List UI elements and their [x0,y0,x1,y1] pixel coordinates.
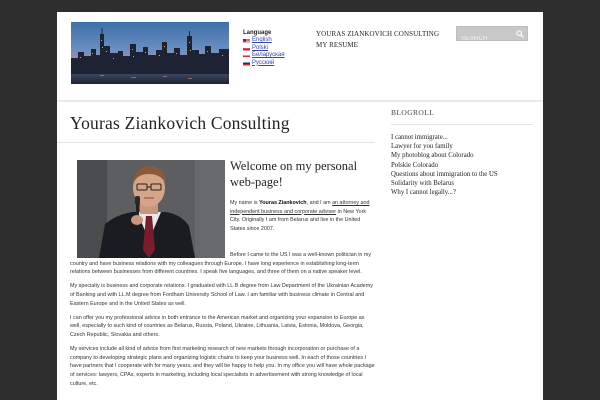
title-divider [57,142,375,143]
language-option-russian[interactable] [243,60,307,67]
welcome-heading: Welcome on my personal web-page! [230,159,358,189]
language-option-english[interactable] [243,37,307,44]
us-flag-icon [243,39,250,44]
language-label: Русский [252,59,275,66]
blogroll-link[interactable]: My photoblog about Colorado [391,152,474,160]
intro-text: in New York City. Originally I am from Belarus and live in the United States since 2007. [230,208,367,232]
paragraph-before-us: Before I came to the US I was a well-known politician in my country and have business relations with my colleagues through Europe. I have long experience in establishing long-term relations between businesses from different countries. I speak five languages, and three of them on a native speaker level. [70,252,372,276]
blogroll-divider [391,124,533,125]
language-option-belarusian[interactable] [243,52,307,59]
header-divider [57,100,543,102]
language-label: Polski [252,44,269,51]
city-skyline-image [71,22,229,84]
paragraph-advice: I can offer you my professional advice in both entrance to the American market and organizing your expansion to Europe as well, especially to such kind of countries as Belarus, Russia, Poland, Ukraine, Lithuania, Latvia, Estonia, Moldova, Georgia, Czech Republic, Slovakia and others. [70,314,365,338]
language-option-polski[interactable] [243,45,307,52]
paragraph-specialty: My specialty is business and corporate relations. I graduated with LL.B degree from Law Department of the Ukrainian Academy of Banking and with LL.M degree from Fordham University School of Law. I am familiar with business climate in Central and Eastern Europe and in the United States as well. [70,283,373,307]
blogroll-link[interactable]: Questions about immigration to the US [391,170,498,178]
blogroll-link[interactable]: I cannot immigrate... [391,134,448,141]
search-input[interactable] [457,33,515,46]
language-title: Language [243,30,272,36]
blogroll-link[interactable]: Solidarity with Belarus [391,180,455,188]
top-navigation [316,29,439,51]
blogroll-link[interactable]: Lawyer for you family [391,143,453,151]
nav-link-home[interactable]: YOURAS ZIANKOVICH CONSULTING [316,30,440,38]
language-label: English [252,37,272,44]
portrait-image [77,160,225,258]
nav-link-resume[interactable]: MY RESUME [316,41,359,49]
intro-text: My name is [230,200,260,206]
page-container [57,12,543,400]
article-body [70,251,375,394]
blogroll-list [391,133,498,197]
search-box [456,26,528,41]
belarus-flag-icon [243,54,250,59]
language-switcher [243,30,307,67]
paragraph-services: My services include all kind of advice from first marketing research of new markets through incorporation or purchase of a company to developing strategic plans and organizing logistic chains to keep your business well. In each of those countries I have partners that I cooperate with for many years, and they will be happy to help you. In my office you will have whole package of services: lawyers, CPAs, experts in marketing, including local specialists in advertisement with strong knowledge of local culture, etc. [70,346,375,387]
intro-paragraph [230,199,375,233]
blogroll-link[interactable]: Polskie Colorado [391,161,439,169]
search-icon[interactable] [516,30,524,38]
author-name: Youras Ziankovich [259,200,307,206]
attorney-adviser-link[interactable]: an attorney and independent business and corporate adviser [230,200,370,215]
language-label: Беларуская [252,52,285,59]
blogroll-link[interactable]: Why I cannot legally...? [391,189,456,197]
profile-photo [77,160,225,258]
intro-text: , and I am [306,200,333,206]
blogroll-title: BLOGROLL [391,108,435,117]
site-title[interactable]: Youras Ziankovich Consulting [70,113,290,133]
poland-flag-icon [243,46,250,51]
header-banner-image[interactable] [71,22,229,84]
russia-flag-icon [243,61,250,66]
